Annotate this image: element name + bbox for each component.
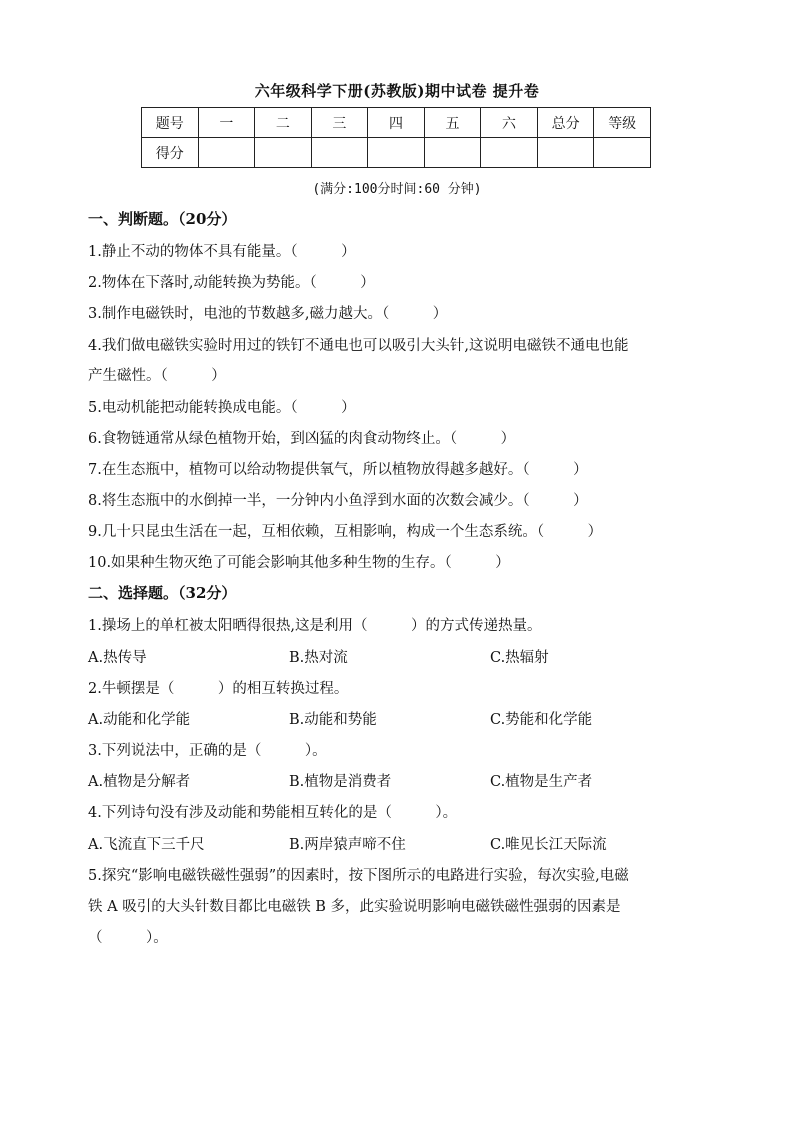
score-table — [141, 107, 651, 168]
header-cell: 六 — [481, 108, 538, 138]
header-cell: 等级 — [594, 108, 651, 138]
judge-item: 9.几十只昆虫生活在一起，互相依赖，互相影响，构成一个生态系统。（ ） — [88, 524, 603, 540]
choice-option-b[interactable]: B.两岸猿声啼不住 — [289, 837, 406, 853]
choice-question-stem: 3.下列说法中，正确的是（ ）。 — [88, 743, 327, 759]
judge-item-continued: 产生磁性。（ ） — [88, 368, 226, 384]
choice-option-a[interactable]: A.动能和化学能 — [88, 712, 191, 728]
judge-item: 1.静止不动的物体不具有能量。（ ） — [88, 244, 356, 260]
score-cell[interactable] — [594, 138, 651, 168]
score-table-score-row — [142, 138, 651, 168]
judge-item: 10.如果种生物灭绝了可能会影响其他多种生物的生存。（ ） — [88, 555, 510, 571]
header-cell: 四 — [368, 108, 425, 138]
choice-option-b[interactable]: B.动能和势能 — [289, 712, 377, 728]
choice-option-a[interactable]: A.飞流直下三千尺 — [88, 837, 205, 853]
choice-question-stem: 1.操场上的单杠被太阳晒得很热,这是利用（ ）的方式传递热量。 — [88, 618, 542, 634]
judge-item: 2.物体在下落时,动能转换为势能。（ ） — [88, 275, 375, 291]
choice-question-stem: 4.下列诗句没有涉及动能和势能相互转化的是（ ）。 — [88, 805, 458, 821]
choice-option-b[interactable]: B.植物是消费者 — [289, 774, 392, 790]
choice-option-c[interactable]: C.热辐射 — [490, 650, 549, 666]
score-cell[interactable] — [537, 138, 594, 168]
choice-option-c[interactable]: C.唯见长江天际流 — [490, 837, 607, 853]
section2-heading: 二、选择题。（32分） — [88, 584, 237, 602]
choice-option-c[interactable]: C.植物是生产者 — [490, 774, 593, 790]
judge-item: 3.制作电磁铁时，电池的节数越多,磁力越大。（ ） — [88, 306, 448, 322]
header-cell: 一 — [198, 108, 255, 138]
exam-title: 六年级科学下册(苏教版)期中试卷 提升卷 — [254, 82, 540, 100]
judge-item: 8.将生态瓶中的水倒掉一半，一分钟内小鱼浮到水面的次数会减少。（ ） — [88, 493, 588, 509]
judge-item: 5.电动机能把动能转换成电能。（ ） — [88, 400, 356, 416]
score-cell[interactable] — [424, 138, 481, 168]
score-cell[interactable] — [368, 138, 425, 168]
choice-option-b[interactable]: B.热对流 — [289, 650, 348, 666]
header-cell: 题号 — [142, 108, 199, 138]
choice-question-stem-continued: 铁 A 吸引的大头针数目都比电磁铁 B 多，此实验说明影响电磁铁磁性强弱的因素是 — [88, 899, 621, 915]
header-cell: 二 — [255, 108, 312, 138]
judge-item: 6.食物链通常从绿色植物开始，到凶猛的肉食动物终止。（ ） — [88, 431, 516, 447]
choice-question-stem-continued: （ ）。 — [88, 930, 168, 946]
score-table-header-row — [142, 108, 651, 138]
choice-option-a[interactable]: A.植物是分解者 — [88, 774, 191, 790]
score-cell[interactable] — [255, 138, 312, 168]
score-cell[interactable] — [198, 138, 255, 168]
header-cell: 三 — [311, 108, 368, 138]
judge-item: 4.我们做电磁铁实验时用过的铁钉不通电也可以吸引大头针,这说明电磁铁不通电也能 — [88, 338, 629, 354]
header-cell: 五 — [424, 108, 481, 138]
score-cell[interactable] — [481, 138, 538, 168]
row-label-cell: 得分 — [142, 138, 199, 168]
header-cell: 总分 — [537, 108, 594, 138]
exam-duration: (满分:100分时间:60 分钟) — [312, 182, 482, 197]
judge-item: 7.在生态瓶中，植物可以给动物提供氧气，所以植物放得越多越好。（ ） — [88, 462, 588, 478]
choice-question-stem: 2.牛顿摆是（ ）的相互转换过程。 — [88, 681, 349, 697]
choice-option-a[interactable]: A.热传导 — [88, 650, 147, 666]
score-cell[interactable] — [311, 138, 368, 168]
section1-heading: 一、判断题。（20分） — [88, 210, 237, 228]
choice-question-stem: 5.探究“影响电磁铁磁性强弱”的因素时，按下图所示的电路进行实验，每次实验,电磁 — [88, 868, 629, 884]
choice-option-c[interactable]: C.势能和化学能 — [490, 712, 593, 728]
